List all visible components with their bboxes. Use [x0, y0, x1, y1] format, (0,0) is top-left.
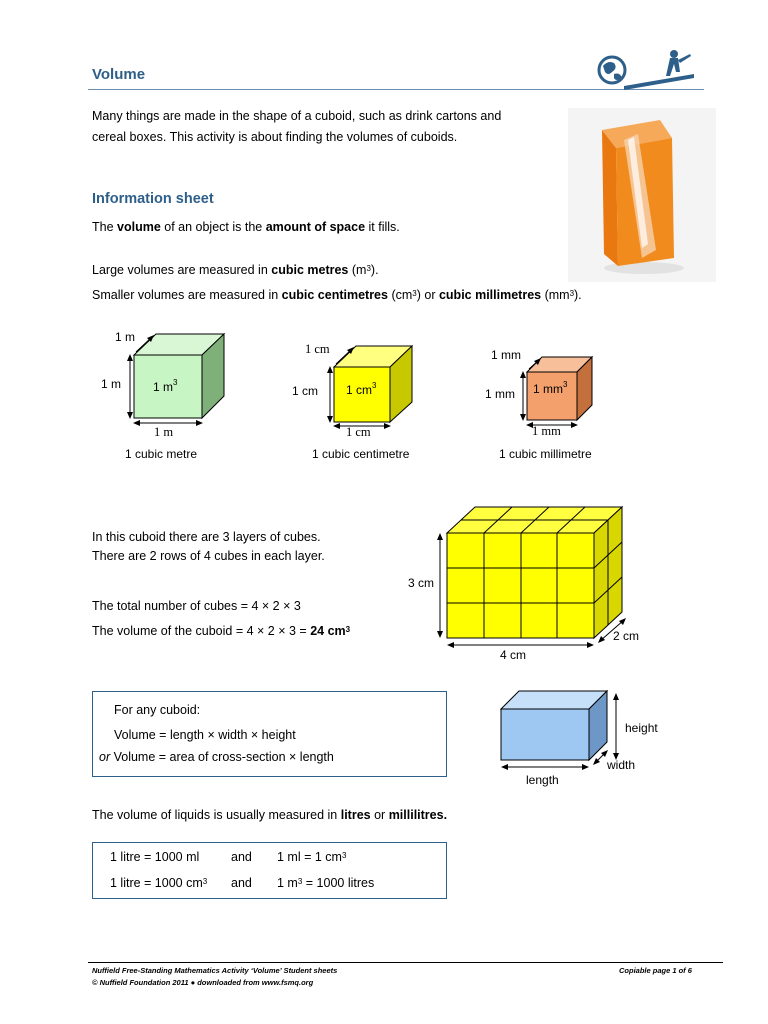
large-unit: (m [348, 263, 367, 277]
large-pre: Large volumes are measured in [92, 263, 272, 277]
cube-mm-caption: 1 cubic millimetre [499, 447, 592, 461]
small-bold-cm: cubic centimetres [281, 288, 388, 302]
cuboid-height-label: 3 cm [408, 576, 435, 590]
cuboid-line-2: There are 2 rows of 4 cubes in each layer. [92, 549, 325, 563]
def-post: it fills. [365, 220, 400, 234]
cuboid-depth-label: 2 cm [613, 629, 640, 643]
small-sup-mm: 3 [569, 289, 575, 298]
def-mid: of an object is the [160, 220, 266, 234]
cube-mm-side-label: 1 mm [485, 387, 515, 401]
cube-cm-side-label: 1 cm [292, 384, 319, 398]
def-bold-space: amount of space [265, 220, 366, 234]
small-unit-cm: (cm [387, 288, 413, 302]
cube-cm-bottom-label: 1 cm [346, 425, 371, 439]
cube-metre-side-label: 1 m [101, 377, 122, 391]
small-post: ). [574, 288, 582, 302]
def-pre: The [92, 220, 118, 234]
cube-metre-top-label: 1 m [115, 330, 136, 344]
page-title: Volume [92, 66, 146, 83]
conversion-row-2-right: 1 $m^3 = 1000$ litres [277, 876, 375, 890]
conversion-row-2-and: and [231, 876, 252, 890]
cube-metre-bottom-label: 1 m [154, 425, 174, 439]
diagram-height-label: height [625, 721, 658, 735]
cube-cm-caption: 1 cubic centimetre [312, 447, 410, 461]
cuboid-total: The total number of cubes = 4 × 2 × 3 [92, 599, 301, 613]
small-unit-mm: (mm [541, 288, 570, 302]
cuboid-line-1: In this cuboid there are 3 layers of cubes. [92, 530, 321, 544]
formula-line-1: For any cuboid: [114, 703, 201, 717]
cuboid-width-label: 4 cm [500, 648, 527, 662]
large-bold: cubic metres [271, 263, 349, 277]
footer-line-1: Nuffield Free-Standing Mathematics Activity ‘Volume’ Student sheets [92, 966, 338, 975]
conversion-row-1-left: 1 litre = 1000 ml [110, 850, 200, 864]
formula-line-2: Volume = length × width × height [114, 728, 296, 742]
cuboid-volume: The volume of the cuboid = 4 × 2 × 3 = 24 $cm^3$ [92, 624, 351, 638]
small-bold-mm: cubic millimetres [438, 288, 542, 302]
large-post: ). [370, 263, 379, 277]
info-heading: Information sheet [92, 191, 214, 207]
intro-line-1: Many things are made in the shape of a cuboid, such as drink cartons and [92, 109, 502, 123]
formula-line-3: or Volume = area of cross-section × length [99, 750, 334, 764]
small-mid: ) or [416, 288, 439, 302]
footer-rule [88, 962, 723, 963]
conversion-row-1-right: 1 ml = 1 $cm^3$ [277, 850, 347, 864]
cube-mm-bottom-label: 1 mm [532, 424, 561, 438]
cube-mm-top-label: 1 mm [491, 348, 521, 362]
diagram-length-label: length [526, 773, 559, 787]
cube-cm-top-label: 1 cm [305, 342, 330, 356]
def-bold-volume: volume [117, 220, 161, 234]
cube-cm-center-label: 1 $cm^3$ [346, 381, 377, 397]
large-sup: 3 [366, 264, 371, 273]
conversion-row-1-and: and [231, 850, 252, 864]
cube-mm-center-label: 1 $mm^3$ [533, 380, 568, 396]
footer-page-number: Copiable page 1 of 6 [619, 966, 692, 975]
small-pre: Smaller volumes are measured in [92, 288, 282, 302]
cube-metre-center-label: 1 $m^3$ [153, 378, 178, 394]
conversion-row-2-left: 1 litre = 1000 $cm^3$ [110, 876, 208, 890]
cube-metre-caption: 1 cubic metre [125, 447, 198, 461]
footer-line-2: © Nuffield Foundation 2011 ● downloaded from www.fsmq.org [92, 978, 314, 987]
liquids-text: The volume of liquids is usually measured in litres or millilitres. [92, 808, 448, 822]
intro-line-2: cereal boxes. This activity is about finding the volumes of cuboids. [92, 130, 458, 144]
small-sup-cm: 3 [412, 289, 417, 298]
diagram-width-label: width [607, 758, 636, 772]
